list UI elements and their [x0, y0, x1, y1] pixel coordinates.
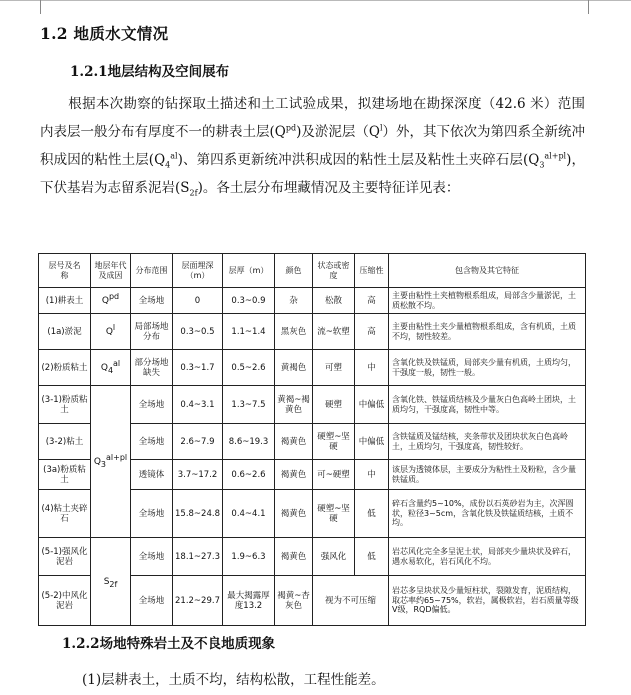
cell-layer: (3-2)粘土	[39, 424, 91, 460]
para-text-6: )。各土层分布埋藏情况及主要特征详见表：	[197, 180, 460, 196]
para-sup-l: l	[379, 123, 383, 133]
cell-range: 局部场地分布	[131, 314, 173, 350]
cell-thickness: 0.5~2.6	[223, 350, 275, 386]
para-text-4: )、第四系更新统冲洪积成因的粘性土层及粘性土夹碎石层(Q	[177, 152, 540, 168]
cell-layer: (3-1)粉质粘土	[39, 386, 91, 424]
cell-range: 全场地	[131, 576, 173, 626]
subsection-heading-1-2-1: 1.2.1地层结构及空间展布	[70, 64, 230, 80]
para-sub-3: 3	[539, 160, 545, 170]
age-sup: al+pl	[106, 452, 128, 462]
cell-depth: 0.4~3.1	[173, 386, 223, 424]
para-text-1: 根据本次勘察的钻探取土描述和土工试验成果，拟建场地在勘探深度（42.6 米）范围内表层一般分布有厚度不一的耕表土层(Q	[40, 96, 585, 140]
cell-range: 透镜体	[131, 460, 173, 490]
cell-age-q3	[91, 386, 131, 538]
cell-compress: 低	[355, 538, 389, 576]
cell-range: 全场地	[131, 490, 173, 538]
cell-compress: 中偏低	[355, 424, 389, 460]
age-sub: 2f	[109, 579, 118, 589]
subsection-heading-1-2-2: 1.2.2场地特殊岩土及不良地质现象	[62, 636, 276, 652]
age-base: Q	[93, 456, 101, 467]
header-color: 颜色	[275, 254, 313, 288]
page-top-border	[0, 0, 631, 1]
age-sub: 4	[107, 365, 114, 375]
cell-desc: 含铁锰质及锰结核，夹条带状及团块状灰白色高岭土，土质均匀，干强度高，韧性较好。	[389, 424, 586, 460]
cell-depth: 15.8~24.8	[173, 490, 223, 538]
para-text-5: )，下伏基岩为志留系泥岩(S	[40, 152, 585, 196]
stratum-table	[38, 253, 586, 626]
cell-compress: 中偏低	[355, 386, 389, 424]
stratum-description-paragraph	[40, 90, 585, 202]
table-header-row	[39, 254, 586, 288]
age-sup: l	[112, 322, 116, 332]
cell-range: 全场地	[131, 386, 173, 424]
section-heading-1-2: 1.2 地质水文情况	[40, 24, 169, 43]
cell-depth: 18.1~27.3	[173, 538, 223, 576]
cell-state: 可塑	[313, 350, 355, 386]
cell-state: 硬塑	[313, 386, 355, 424]
cell-state: 流~软塑	[313, 314, 355, 350]
cell-thickness: 0.6~2.6	[223, 460, 275, 490]
cell-color: 黑灰色	[275, 314, 313, 350]
para-sub-2f: 2f	[189, 188, 198, 198]
cell-compress: 中	[355, 350, 389, 386]
cell-color: 杂	[275, 288, 313, 314]
cell-desc: 含氧化铁及铁锰质，局部夹少量有机质，土质均匀，干强度一般，韧性一般。	[389, 350, 586, 386]
cell-state: 松散	[313, 288, 355, 314]
cell-compress: 高	[355, 314, 389, 350]
header-desc: 包含物及其它特征	[389, 254, 586, 288]
cell-desc: 岩芯风化完全多呈泥土状，局部夹少量块状及碎石，遇水易软化，岩石风化不均。	[389, 538, 586, 576]
cell-desc: 主要由粘性土夹植物根系组成，局部含少量淤泥，土质松散不均。	[389, 288, 586, 314]
cell-thickness: 1.1~1.4	[223, 314, 275, 350]
cell-color: 褐黄色	[275, 490, 313, 538]
cell-range: 全场地	[131, 538, 173, 576]
para-sub-4: 4	[165, 160, 171, 170]
cell-layer: (1a)淤泥	[39, 314, 91, 350]
cell-state-merged: 视为不可压缩	[313, 576, 389, 626]
cell-state: 可~硬塑	[313, 460, 355, 490]
cell-state: 强风化	[313, 538, 355, 576]
para-sup-al: al	[170, 151, 178, 161]
cell-depth: 0.3~1.7	[173, 350, 223, 386]
cell-thickness: 0.3~0.9	[223, 288, 275, 314]
cell-depth: 3.7~17.2	[173, 460, 223, 490]
cell-age	[91, 288, 131, 314]
cell-range: 部分场地缺失	[131, 350, 173, 386]
cell-depth: 2.6~7.9	[173, 424, 223, 460]
cell-thickness: 1.3~7.5	[223, 386, 275, 424]
header-depth: 层面埋深（m）	[173, 254, 223, 288]
cell-age	[91, 314, 131, 350]
cell-color: 褐黄色	[275, 538, 313, 576]
cell-depth: 0.3~0.5	[173, 314, 223, 350]
cell-age	[91, 350, 131, 386]
header-state: 状态或密度	[313, 254, 355, 288]
cell-depth: 0	[173, 288, 223, 314]
cell-layer: (2)粉质粘土	[39, 350, 91, 386]
age-base: Q	[100, 362, 108, 373]
cell-range: 全场地	[131, 424, 173, 460]
para-text-3: ）外，其下依次为第四系全新统冲积成因的粘性土层(Q	[40, 124, 585, 168]
crop-mark-left	[40, 0, 41, 14]
cell-color: 褐黄色	[275, 424, 313, 460]
cell-color: 黄褐~褐黄色	[275, 386, 313, 424]
crop-mark-right	[588, 0, 589, 14]
cell-desc: 岩芯多呈块状及少量短柱状，裂隙发育，泥质结构，取芯率约65~75%，软岩，属极软岩，岩石质量等级V级，RQD偏低。	[389, 576, 586, 626]
table-row	[39, 288, 586, 314]
cell-layer: (1)耕表土	[39, 288, 91, 314]
age-base: S	[103, 576, 110, 587]
table-row	[39, 350, 586, 386]
cell-desc: 主要由粘性土夹少量植物根系组成，含有机质，土质不均，韧性较差。	[389, 314, 586, 350]
cell-thickness: 8.6~19.3	[223, 424, 275, 460]
header-thickness: 层厚（m）	[223, 254, 275, 288]
header-age: 地层年代及成因	[91, 254, 131, 288]
list-item-1: (1)层耕表土，土质不均，结构松散，工程性能差。	[82, 672, 385, 688]
cell-compress: 低	[355, 490, 389, 538]
cell-layer: (5-1)强风化泥岩	[39, 538, 91, 576]
cell-desc: 碎石含量约5~10%，成份以石英砂岩为主，次浑圆状，粒径3~5cm，含氧化铁及铁锰质结核，土质不均。	[389, 490, 586, 538]
age-sub: 3	[100, 459, 107, 469]
cell-color: 黄褐色	[275, 350, 313, 386]
cell-age-s2f	[91, 538, 131, 626]
cell-depth: 21.2~29.7	[173, 576, 223, 626]
cell-layer: (4)粘土夹碎石	[39, 490, 91, 538]
age-sup: pd	[108, 291, 120, 301]
cell-desc: 该层为透镜体层，主要成分为粘性土及粉粒，含少量铁锰质。	[389, 460, 586, 490]
cell-range: 全场地	[131, 288, 173, 314]
cell-compress: 高	[355, 288, 389, 314]
age-base: Q	[105, 326, 113, 337]
table-row	[39, 386, 586, 424]
header-layer: 层号及名 称	[39, 254, 91, 288]
table-row	[39, 538, 586, 576]
cell-layer: (5-2)中风化泥岩	[39, 576, 91, 626]
cell-desc: 含氧化铁、铁锰质结核及少量灰白色高岭土团块，土质均匀，干强度高，韧性中等。	[389, 386, 586, 424]
cell-layer: (3a)粉质粘土	[39, 460, 91, 490]
cell-thickness: 1.9~6.3	[223, 538, 275, 576]
cell-thickness: 0.4~4.1	[223, 490, 275, 538]
age-base: Q	[101, 295, 109, 306]
cell-state: 硬塑~坚硬	[313, 490, 355, 538]
para-sup-alpl: al+pl	[544, 151, 567, 161]
header-range: 分布范围	[131, 254, 173, 288]
header-compress: 压缩性	[355, 254, 389, 288]
para-sup-pd: pd	[285, 123, 297, 133]
para-text-2: )及淤泥层（Q	[296, 124, 380, 140]
cell-state: 硬塑~坚硬	[313, 424, 355, 460]
cell-thickness: 最大揭露厚度13.2	[223, 576, 275, 626]
table-row	[39, 314, 586, 350]
cell-color: 褐黄~杏灰色	[275, 576, 313, 626]
cell-color: 褐黄色	[275, 460, 313, 490]
cell-compress: 中	[355, 460, 389, 490]
age-sup: al	[113, 358, 121, 368]
